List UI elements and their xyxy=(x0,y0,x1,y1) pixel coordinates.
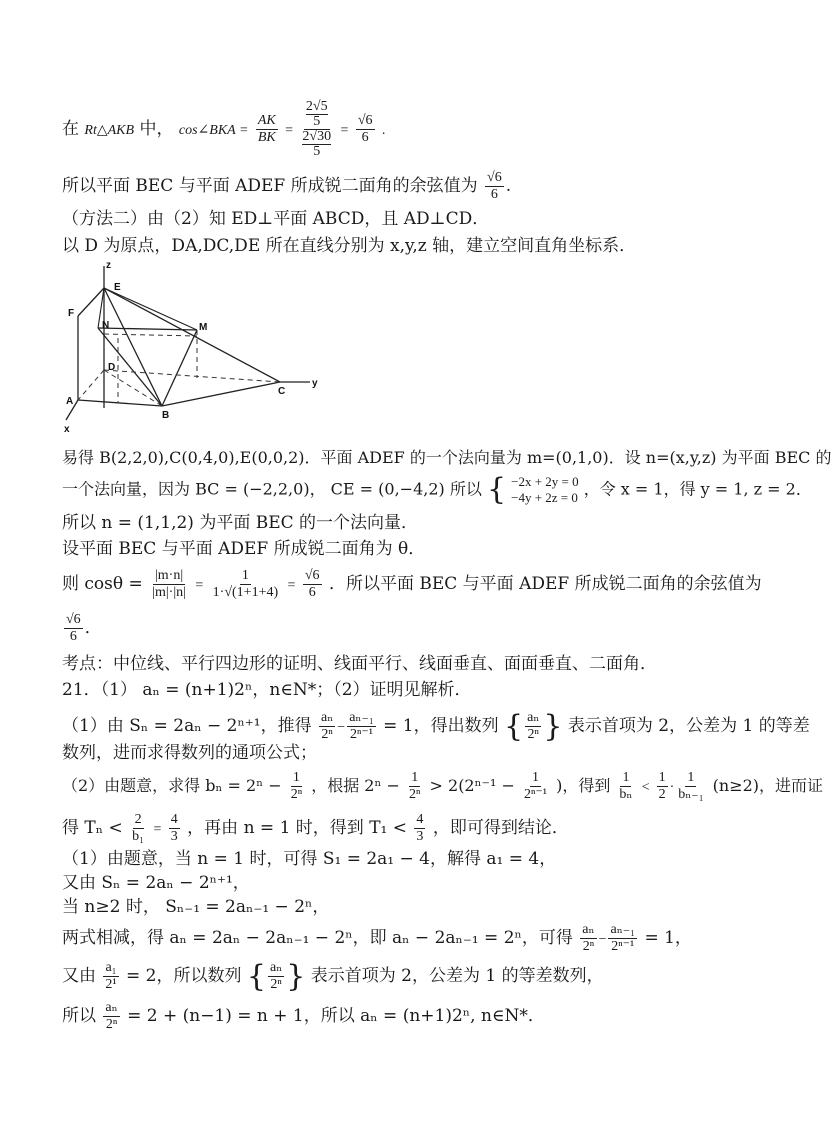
compound-fraction: 2√5 5 2√30 5 xyxy=(302,99,332,159)
line-q21-2-analysis: （2）由题意，求得 bₙ = 2ⁿ − $\frac{1}{\text{2ⁿ}}$ ，根据 2ⁿ − $\frac{1}{\text{2ⁿ}}$ > 2(2ⁿ⁻¹ − $\frac{1}{\text{2ⁿ⁻¹}}$ )，得到 $\frac{1}{\text{bₙ}}$ < $\frac{1}{2}$ · $\frac{1}{\text{bₙ₋₁}}$ (n≥2)，进而证 xyxy=(62,770,824,802)
label-x: x xyxy=(64,424,70,435)
text: 则 cosθ = xyxy=(62,574,143,594)
line-q21-1-analysis: （1）由 Sₙ = 2aₙ − 2ⁿ⁺¹，推得 $\frac{\text{aₙ}}{\text{2ⁿ}}$ − $\frac{\text{aₙ₋₁}}{\text{2ⁿ⁻¹}}$ = 1，得出数列 { $\frac{\text{aₙ}}{\text{2ⁿ}}$ } 表示首项为 2，公差为 1 的等差 xyxy=(62,708,810,744)
label-b: B xyxy=(162,410,170,421)
line-q21-answer: 21．（1） aₙ = (n+1)2ⁿ，n∈N*；（2）证明见解析． xyxy=(62,680,472,700)
line-solution-1: （1）由题意，当 n = 1 时，可得 S₁ = 2a₁ − 4，解得 a₁ = 4， xyxy=(62,849,557,869)
equation-system: −2x + 2y = 0 −4y + 2z = 0 xyxy=(511,474,579,505)
line-cos-bka: 在 Rt△AKB 中， cos∠BKA = $\frac{AK}{BK}$ = 2√5 5 2√30 5 = $\frac{√6}{6}$ . xyxy=(62,99,386,159)
line-q21-1-cont: 数列，进而求得数列的通项公式； xyxy=(62,743,317,763)
label-e: E xyxy=(114,282,121,293)
line-q21-2-conclusion: 得 Tₙ < $\frac{2}{\text{b₁}}$ = $\frac{4}{3}$ ，再由 n = 1 时，得到 T₁ < $\frac{4}{3}$ ，即可得到结论． xyxy=(62,812,569,844)
math: cos∠BKA = xyxy=(178,123,249,138)
line-solution-3: 当 n≥2 时， Sₙ₋₁ = 2aₙ₋₁ − 2ⁿ， xyxy=(62,897,330,917)
edge-dc xyxy=(104,370,280,382)
text: 一个法向量，因为 BC = (−2,2,0)， CE = (0,−4,2) 所以 xyxy=(62,479,482,499)
math: = xyxy=(285,123,294,138)
line-solution-5: 又由 $\frac{\text{a₁}}{\text{2¹}}$ = 2，所以数列 { $\frac{\text{aₙ}}{\text{2ⁿ}}$ } 表示首项为 2，公差为 1 的等差数列， xyxy=(62,958,604,994)
text: 在 xyxy=(62,119,79,139)
fraction: $\frac{√6}{6}$ xyxy=(487,170,502,202)
line-conclusion-1: 所以平面 BEC 与平面 ADEF 所成锐二面角的余弦值为 $\frac{√6}{6}$ . xyxy=(62,170,512,202)
segment-bm xyxy=(162,330,197,406)
edge-eb xyxy=(104,288,162,406)
fraction-result: $\frac{√6}{6}$ xyxy=(357,113,373,145)
label-y: y xyxy=(312,378,318,389)
fraction: $\frac{1}{1\cdot√(1+1+4)}$ xyxy=(212,568,279,600)
fraction: $\frac{√6}{6}$ xyxy=(304,568,320,600)
fraction-ak-bk: $\frac{AK}{BK}$ xyxy=(257,113,276,145)
label-n: N xyxy=(102,320,110,331)
text: 中， xyxy=(139,119,174,139)
line-angle-def: 设平面 BEC 与平面 ADEF 所成锐二面角为 θ． xyxy=(62,539,426,559)
line-coordinate-system: 以 D 为原点，DA,DC,DE 所在直线分别为 x,y,z 轴，建立空间直角坐标系． xyxy=(62,236,637,256)
line-points: 易得 B(2,2,0),C(0,4,0),E(0,0,2)．平面 ADEF 的一个法向量为 m=(0,1,0)．设 n=(x,y,z) 为平面 BEC 的 xyxy=(62,448,831,467)
label-a: A xyxy=(66,396,74,407)
edge-ab xyxy=(78,400,162,406)
dash-mid xyxy=(104,334,197,336)
segment-nm xyxy=(98,328,197,330)
math: Rt△AKB xyxy=(84,123,135,138)
fraction: $\frac{√6}{6}$ xyxy=(66,612,81,644)
line-method-two: （方法二）由（2）知 ED⊥平面 ABCD，且 AD⊥CD． xyxy=(62,209,490,229)
line-solution-2: 又由 Sₙ = 2aₙ − 2ⁿ⁺¹， xyxy=(62,873,250,893)
line-normal-vector-system: 一个法向量，因为 BC = (−2,2,0)， CE = (0,−4,2) 所以 { −2x + 2y = 0 −4y + 2z = 0 ，令 x = 1，得 y = 1, z = 2． xyxy=(62,472,812,507)
fraction: $\frac{|m\cdot n|}{|m|\cdot|n|}$ xyxy=(152,568,186,600)
line-solution-6: 所以 $\frac{\text{aₙ}}{\text{2ⁿ}}$ = 2 + (n−1) = n + 1，所以 aₙ = (n+1)2ⁿ, n∈N*． xyxy=(62,1000,545,1032)
edge-bc xyxy=(162,382,280,406)
line-key-points: 考点：中位线、平行四边形的证明、线面平行、线面垂直、面面垂直、二面角． xyxy=(62,654,657,674)
geometry-figure xyxy=(62,258,332,438)
math: = xyxy=(340,123,349,138)
label-z: z xyxy=(106,260,111,271)
label-d: D xyxy=(108,362,116,373)
line-cos-result: $\frac{√6}{6}$ ． xyxy=(66,612,102,644)
line-cos-theta: 则 cosθ = $\frac{|m\cdot n|}{|m|\cdot|n|}$ = $\frac{1}{1\cdot√(1+1+4)}$ = $\frac{√6}{6}$ ．所以平面 BEC 与平面 ADEF 所成锐二面角的余弦值为 xyxy=(62,568,762,600)
text: 所以平面 BEC 与平面 ADEF 所成锐二面角的余弦值为 xyxy=(62,176,478,196)
label-f: F xyxy=(68,308,75,319)
segment-em xyxy=(104,288,197,330)
line-solution-4: 两式相减，得 aₙ = 2aₙ − 2aₙ₋₁ − 2ⁿ，即 aₙ − 2aₙ₋₁ = 2ⁿ，可得 $\frac{\text{aₙ}}{\text{2ⁿ}}$ − $\frac{\text{aₙ₋₁}}{\text{2ⁿ⁻¹}}$ = 1， xyxy=(62,922,692,954)
edge-da xyxy=(78,370,104,400)
text: ，令 x = 1，得 y = 1, z = 2． xyxy=(583,479,812,499)
label-c: C xyxy=(278,386,286,397)
line-normal-result: 所以 n = (1,1,2) 为平面 BEC 的一个法向量． xyxy=(62,513,419,533)
text: ．所以平面 BEC 与平面 ADEF 所成锐二面角的余弦值为 xyxy=(328,574,762,594)
label-m: M xyxy=(199,322,208,333)
